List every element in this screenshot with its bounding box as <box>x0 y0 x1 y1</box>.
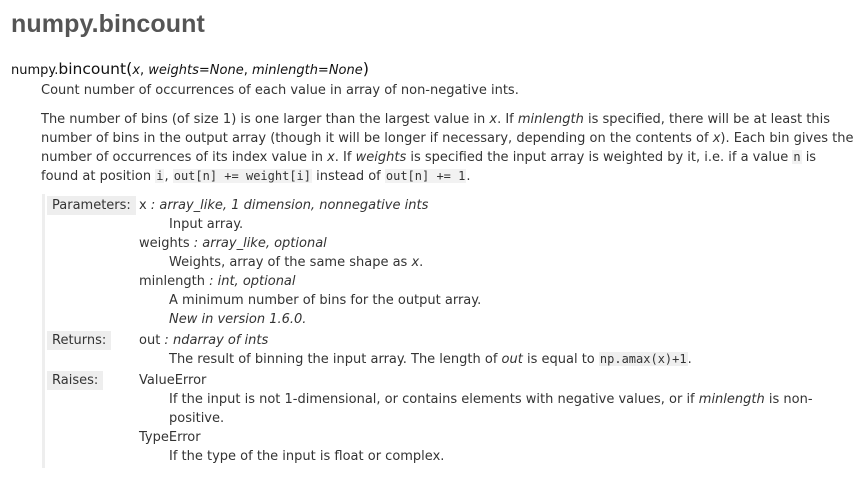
description-line: The number of bins (of size 1) is one larger than the largest value in x. If minlength is specified, there will be at least this <box>41 112 830 127</box>
raise-typeerror: TypeError <box>139 430 201 445</box>
signature-param-x: x <box>132 63 141 78</box>
raise-typeerror-desc: If the type of the input is float or complex. <box>169 449 445 464</box>
param-x: x : array_like, 1 dimension, nonnegative ints <box>139 198 429 213</box>
return-out-desc: The result of binning the input array. The length of out is equal to np.amax(x)+1. <box>169 352 692 367</box>
signature-param-weights: weights=None <box>148 63 244 78</box>
param-minlength-desc: A minimum number of bins for the output array. <box>169 293 482 308</box>
signature-param-minlength: minlength=None <box>251 63 363 78</box>
signature-separator: , <box>243 63 252 78</box>
signature-module: numpy. <box>11 63 59 78</box>
signature-close-paren: ) <box>362 59 369 78</box>
field-list-sidebar <box>42 194 45 468</box>
function-signature <box>11 59 369 78</box>
page-title: numpy.bincount <box>11 10 205 38</box>
raise-valueerror: ValueError <box>139 373 207 388</box>
description <box>41 110 853 186</box>
raises-label: Raises: <box>47 371 103 390</box>
param-weights-desc: Weights, array of the same shape as x. <box>169 255 424 270</box>
signature-function-name: bincount <box>58 60 127 78</box>
summary-text: Count number of occurrences of each value in array of non-negative ints. <box>41 83 519 98</box>
inline-code: np.amax(x)+1 <box>599 352 687 366</box>
description-line: found at position i, out[n] += weight[i] instead of out[n] += 1. <box>41 169 471 184</box>
description-line: number of bins in the output array (though it will be longer if necessary, depending on the contents of x). Each bin gives the <box>41 131 853 146</box>
param-x-desc: Input array. <box>169 217 244 232</box>
raise-valueerror-desc-cont: positive. <box>169 411 225 426</box>
inline-code: out[n] += 1 <box>385 169 466 183</box>
return-out: out : ndarray of ints <box>139 333 269 348</box>
returns-label: Returns: <box>47 331 111 350</box>
param-minlength: minlength : int, optional <box>139 274 296 289</box>
raise-valueerror-desc: If the input is not 1-dimensional, or contains elements with negative values, or if minlength is non- <box>169 392 813 407</box>
signature-separator: , <box>140 63 149 78</box>
inline-code: n <box>793 150 801 164</box>
signature-open-paren: ( <box>126 59 133 78</box>
description-line: number of occurrences of its index value in x. If weights is specified the input array is weighted by it, i.e. if a value n is <box>41 150 817 165</box>
version-note: New in version 1.6.0. <box>169 312 307 327</box>
param-weights: weights : array_like, optional <box>139 236 327 251</box>
inline-code: i <box>156 169 164 183</box>
inline-code: out[n] += weight[i] <box>173 169 311 183</box>
parameters-label: Parameters: <box>47 196 136 215</box>
